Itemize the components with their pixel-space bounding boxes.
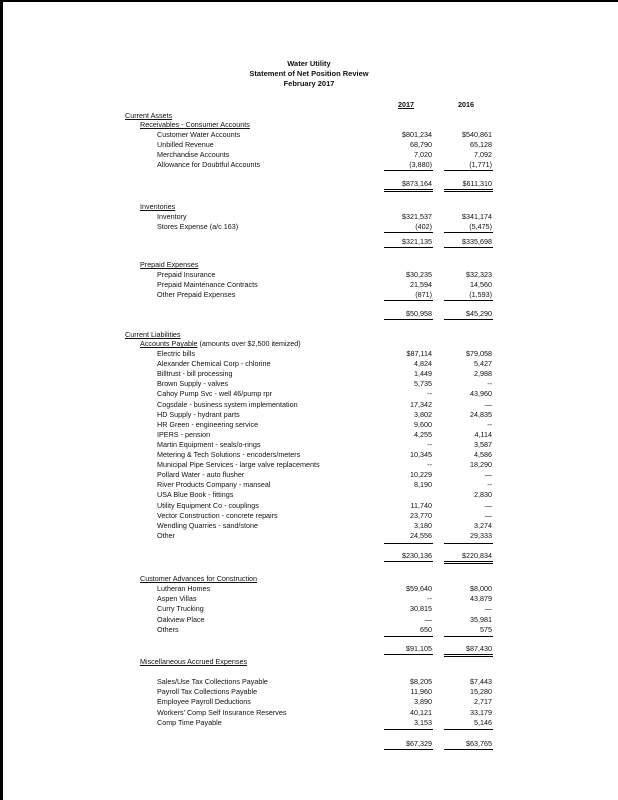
table-row [0, 480, 618, 490]
row-label: Vector Construction - concrete repairs [157, 510, 278, 520]
value-2016: — [484, 510, 492, 520]
subtotal-rule [444, 543, 493, 544]
row-label: Other [157, 530, 175, 540]
total-2017: $67,329 [406, 739, 432, 748]
total-2016: $87,430 [466, 644, 492, 653]
value-2017: 4,824 [414, 359, 432, 369]
table-row [0, 615, 618, 625]
value-2017: 7,020 [414, 150, 432, 159]
report-subtitle: Statement of Net Position Review [249, 69, 369, 78]
value-2017: -- [427, 439, 432, 449]
total-rule [384, 749, 433, 750]
value-2016: 15,280 [470, 687, 492, 697]
row-label: Customer Water Accounts [157, 130, 241, 139]
value-2016: $8,000 [470, 584, 492, 593]
value-2017: 5,735 [414, 379, 432, 389]
value-2017: (3,880) [409, 160, 432, 169]
table-row [0, 280, 618, 290]
total-2017: $230,136 [402, 551, 432, 560]
value-2016: (5,475) [469, 222, 492, 231]
row-label: River Products Company - manseal [157, 480, 271, 490]
value-2016: 5,146 [474, 717, 492, 727]
total-rule [444, 247, 493, 248]
row-label: Utility Equipment Co - couplings [157, 500, 259, 510]
total-row [0, 309, 618, 319]
value-2016: $7,443 [470, 677, 492, 686]
value-2016: 2,830 [474, 490, 492, 500]
subtotal-rule [384, 543, 433, 544]
table-row [0, 400, 618, 410]
value-2017: -- [427, 460, 432, 470]
value-2017: $801,234 [402, 130, 432, 139]
table-row [0, 389, 618, 399]
value-2017: -- [427, 594, 432, 604]
value-2016: -- [487, 419, 492, 429]
table-row [0, 270, 618, 280]
table-row [0, 430, 618, 440]
total-rule [384, 319, 433, 320]
report-title: Water Utility [287, 59, 331, 68]
value-2016: 7,092 [474, 150, 492, 159]
value-2016: 35,981 [470, 614, 492, 624]
table-row [0, 470, 618, 480]
value-2016: 33,179 [470, 707, 492, 717]
total-2016: $611,310 [462, 179, 492, 188]
subtotal-rule [384, 170, 433, 171]
report-date: February 2017 [283, 79, 335, 88]
subtotal-rule [444, 232, 493, 233]
row-label: Other Prepaid Expenses [157, 290, 236, 299]
subtotal-rule [384, 729, 433, 730]
value-2017: 40,121 [410, 707, 432, 717]
value-2017: 68,790 [410, 140, 432, 149]
value-2016: 14,560 [470, 280, 492, 289]
total-2016: $220,834 [462, 551, 492, 560]
row-label: Employee Payroll Deductions [157, 697, 251, 707]
value-2016: 4,586 [474, 450, 492, 459]
value-2017: 11,960 [410, 687, 432, 697]
value-2017: 17,342 [410, 399, 432, 409]
table-row [0, 450, 618, 460]
table-row [0, 521, 618, 531]
value-2016: 24,835 [470, 409, 492, 419]
table-row [0, 697, 618, 707]
row-label: Inventory [157, 212, 187, 221]
total-double-rule [384, 189, 433, 192]
table-row [0, 594, 618, 604]
row-label: Electric bills [157, 349, 195, 358]
accounts-payable-heading: Accounts Payable [140, 339, 198, 348]
table-row [0, 718, 618, 728]
value-2016: — [484, 604, 492, 614]
total-rule [444, 749, 493, 750]
row-label: Payroll Tax Collections Payable [157, 687, 258, 697]
total-row [0, 179, 618, 189]
subtotal-rule [444, 170, 493, 171]
row-label: Stores Expense (a/c 163) [157, 222, 239, 231]
row-label: HR Green - engineering service [157, 419, 259, 429]
value-2017: 1,449 [414, 369, 432, 379]
value-2017: 4,255 [414, 429, 432, 439]
subtotal-rule [444, 636, 493, 637]
total-row [0, 739, 618, 749]
total-double-rule [444, 561, 493, 564]
row-label: Unbilled Revenue [157, 140, 214, 149]
table-row [0, 150, 618, 160]
row-label: Cogsdale - business system implementation [157, 399, 298, 409]
total-row [0, 237, 618, 247]
subsection-heading [0, 202, 618, 212]
table-row [0, 677, 618, 687]
column-header-row [0, 100, 618, 110]
row-label: Others [157, 624, 179, 634]
value-2017: — [424, 614, 432, 624]
total-2017: $873,164 [402, 179, 432, 188]
value-2017: (871) [415, 290, 432, 299]
value-2016: $32,323 [466, 270, 492, 279]
total-rule [384, 654, 433, 655]
value-2017: 650 [420, 624, 432, 634]
value-2017: $8,205 [410, 677, 432, 686]
table-row [0, 625, 618, 635]
subsection-heading [0, 657, 618, 667]
value-2017: 3,802 [414, 409, 432, 419]
table-row [0, 490, 618, 500]
value-2017: 10,229 [410, 470, 432, 480]
value-2017: 3,153 [414, 717, 432, 727]
value-2016: -- [487, 480, 492, 490]
value-2016: 2,988 [474, 369, 492, 379]
table-row [0, 290, 618, 300]
advances-heading: Customer Advances for Construction [140, 574, 258, 583]
row-label: Comp Time Payable [157, 717, 222, 727]
current-liabilities-heading: Current Liabilities [125, 330, 181, 339]
table-row [0, 140, 618, 150]
subtotal-rule [444, 729, 493, 730]
total-rule [384, 247, 433, 248]
table-row [0, 222, 618, 232]
row-label: Merchandise Accounts [157, 150, 230, 159]
page-border-top [0, 0, 618, 2]
value-2017: 3,180 [414, 520, 432, 530]
total-2017: $50,958 [406, 309, 432, 318]
total-row [0, 644, 618, 654]
subsection-heading [0, 260, 618, 270]
table-row [0, 349, 618, 359]
value-2016: 4,114 [474, 429, 492, 439]
value-2017: 21,594 [410, 280, 432, 289]
value-2016: 43,960 [470, 389, 492, 399]
subsection-heading [0, 120, 618, 130]
value-2017: $321,537 [402, 212, 432, 221]
subtotal-rule [444, 300, 493, 301]
value-2017: 30,815 [410, 604, 432, 614]
table-row [0, 687, 618, 697]
value-2016: 43,879 [470, 594, 492, 604]
row-label: Metering & Tech Solutions - encoders/meters [157, 450, 301, 459]
row-label: Wendling Quarries - sand/stone [157, 520, 258, 530]
row-label: Oakview Place [157, 614, 205, 624]
table-row [0, 212, 618, 222]
row-label: IPERS - pension [157, 429, 211, 439]
total-2016: $45,290 [466, 309, 492, 318]
row-label: HD Supply - hydrant parts [157, 409, 240, 419]
table-row [0, 130, 618, 140]
table-row [0, 369, 618, 379]
row-label: Prepaid Maintenance Contracts [157, 280, 258, 289]
table-row [0, 379, 618, 389]
accounts-payable-note: (amounts over $2,500 itemized) [197, 339, 301, 348]
row-label: Lutheran Homes [157, 584, 211, 593]
total-2016: $335,698 [462, 237, 492, 246]
prepaid-heading: Prepaid Expenses [140, 260, 199, 269]
value-2016: 5,427 [474, 359, 492, 369]
column-header-2016: 2016 [458, 100, 474, 109]
value-2017: 9,600 [414, 419, 432, 429]
table-row [0, 460, 618, 470]
row-label: Billtrust - bill processing [157, 369, 233, 379]
total-2017: $91,105 [406, 644, 432, 653]
row-label: Curry Trucking [157, 604, 204, 614]
value-2017: 23,770 [410, 510, 432, 520]
value-2016: $79,058 [466, 349, 492, 358]
row-label: Aspen Villas [157, 594, 197, 604]
value-2016: 3,274 [474, 520, 492, 530]
value-2017: 8,190 [414, 480, 432, 490]
value-2016: — [484, 500, 492, 510]
row-label: USA Blue Book - fittings [157, 490, 234, 500]
table-row [0, 410, 618, 420]
row-label: Cahoy Pump Svc - well 46/pump rpr [157, 389, 273, 399]
value-2017: 11,740 [410, 500, 432, 510]
misc-accrued-heading: Miscellaneous Accrued Expenses [140, 657, 248, 666]
row-label: Prepaid Insurance [157, 270, 216, 279]
value-2017: (402) [415, 222, 432, 231]
value-2016: — [484, 470, 492, 480]
receivables-heading: Receivables - Consumer Accounts [140, 120, 250, 129]
value-2017: 24,556 [410, 530, 432, 540]
value-2016: $341,174 [462, 212, 492, 221]
value-2017: 3,890 [414, 697, 432, 707]
value-2016: 575 [480, 624, 492, 634]
total-rule [384, 561, 433, 562]
subtotal-rule [384, 636, 433, 637]
value-2016: -- [487, 379, 492, 389]
row-label: Workers' Comp Self Insurance Reserves [157, 707, 287, 717]
value-2016: — [484, 399, 492, 409]
value-2017: 10,345 [410, 450, 432, 459]
row-label: Alexander Chemical Corp - chlorine [157, 359, 271, 369]
total-double-rule [444, 189, 493, 192]
table-row [0, 359, 618, 369]
inventories-heading: Inventories [140, 202, 176, 211]
subsection-heading [0, 574, 618, 584]
value-2017: -- [427, 389, 432, 399]
subtotal-rule [384, 232, 433, 233]
current-assets-heading: Current Assets [125, 111, 173, 120]
value-2016: 2,717 [474, 697, 492, 707]
table-row [0, 584, 618, 594]
table-row [0, 160, 618, 170]
total-2017: $321,135 [402, 237, 432, 246]
value-2016: 29,333 [470, 530, 492, 540]
subsection-heading [0, 339, 618, 349]
value-2017: $87,114 [406, 349, 432, 358]
row-label: Municipal Pipe Services - large valve replacements [157, 460, 320, 470]
column-header-2017: 2017 [398, 100, 414, 109]
table-row [0, 531, 618, 541]
row-label: Allowance for Doubtful Accounts [157, 160, 261, 169]
value-2016: $540,861 [462, 130, 492, 139]
table-row [0, 511, 618, 521]
row-label: Sales/Use Tax Collections Payable [157, 677, 268, 686]
total-2016: $63,765 [466, 739, 492, 748]
row-label: Brown Supply - valves [157, 379, 229, 389]
table-row [0, 420, 618, 430]
value-2016: 65,128 [470, 140, 492, 149]
table-row [0, 708, 618, 718]
subtotal-rule [384, 300, 433, 301]
row-label: Martin Equipment - seals/o-rings [157, 439, 261, 449]
value-2016: 3,587 [474, 439, 492, 449]
row-label: Pollard Water - auto flusher [157, 470, 245, 480]
value-2016: (1,593) [469, 290, 492, 299]
table-row [0, 440, 618, 450]
value-2016: (1,771) [469, 160, 492, 169]
value-2016: 18,290 [470, 460, 492, 470]
table-row [0, 501, 618, 511]
total-rule [444, 319, 493, 320]
table-row [0, 604, 618, 614]
value-2017: $30,235 [406, 270, 432, 279]
total-row [0, 551, 618, 561]
value-2017: $59,640 [406, 584, 432, 593]
